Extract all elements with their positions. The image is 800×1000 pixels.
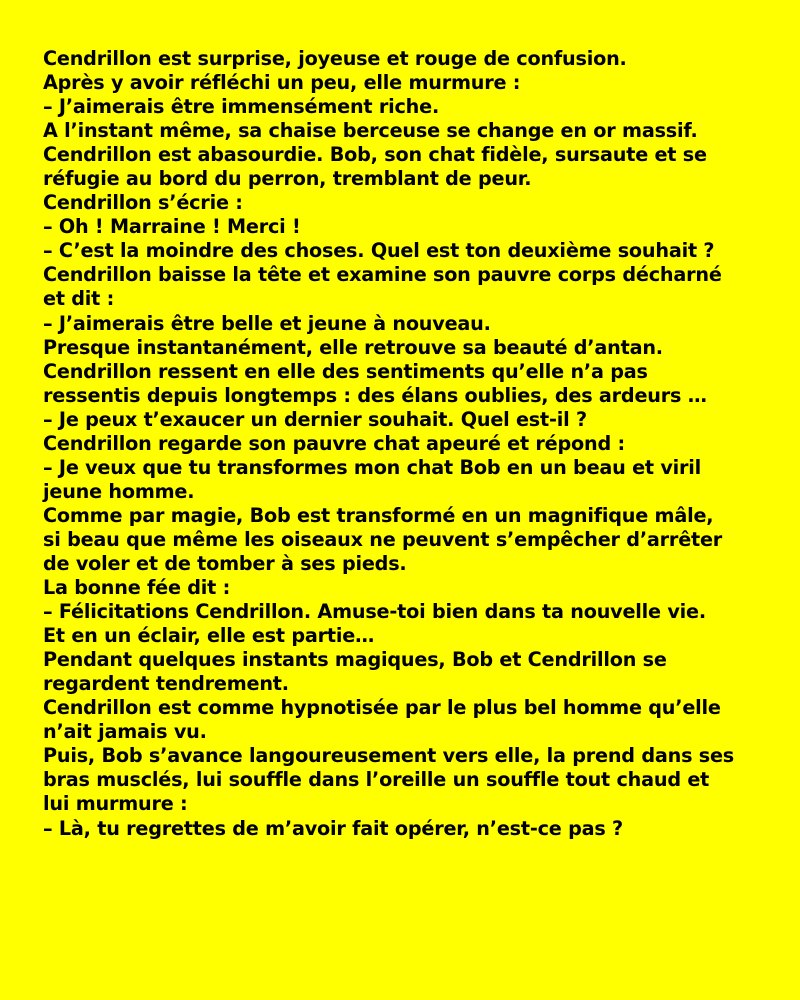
- story-line: jeune homme.: [43, 479, 195, 503]
- story-line: ressentis depuis longtemps : des élans oublies, des ardeurs …: [43, 383, 707, 407]
- story-line: – J’aimerais être belle et jeune à nouveau.: [43, 311, 491, 335]
- story-line: – Félicitations Cendrillon. Amuse-toi bien dans ta nouvelle vie.: [43, 600, 706, 624]
- story-line: si beau que même les oiseaux ne peuvent s’empêcher d’arrêter: [43, 527, 723, 551]
- story-line: Cendrillon est abasourdie. Bob, son chat fidèle, sursaute et se: [43, 143, 707, 167]
- story-line: Cendrillon est comme hypnotisée par le plus bel homme qu’elle: [43, 696, 721, 720]
- story-line: Puis, Bob s’avance langoureusement vers elle, la prend dans ses: [43, 744, 735, 768]
- story-line: et dit :: [43, 287, 115, 311]
- story-line: – C’est la moindre des choses. Quel est ton deuxième souhait ?: [43, 239, 715, 263]
- story-line: – Je veux que tu transformes mon chat Bob en un beau et viril: [43, 455, 702, 479]
- story-line: A l’instant même, sa chaise berceuse se change en or massif.: [43, 119, 698, 143]
- story-line: bras musclés, lui souffle dans l’oreille un souffle tout chaud et: [43, 768, 710, 792]
- story-line: Cendrillon est surprise, joyeuse et rouge de confusion.: [43, 47, 627, 70]
- story-line: Pendant quelques instants magiques, Bob et Cendrillon se: [43, 648, 667, 672]
- story-line: réfugie au bord du perron, tremblant de peur.: [43, 167, 532, 191]
- story-line: Cendrillon regarde son pauvre chat apeuré et répond :: [43, 431, 625, 455]
- story-line: Après y avoir réfléchi un peu, elle murmure :: [43, 71, 521, 95]
- story-line: Cendrillon s’écrie :: [43, 191, 243, 215]
- story-line: – Je peux t’exaucer un dernier souhait. Quel est-il ?: [43, 407, 587, 431]
- story-line: Cendrillon baisse la tête et examine son pauvre corps décharné: [43, 263, 722, 287]
- story-text: [43, 47, 780, 841]
- story-line: – Là, tu regrettes de m’avoir fait opérer, n’est-ce pas ?: [43, 816, 623, 840]
- story-line: regardent tendrement.: [43, 672, 289, 696]
- story-line: lui murmure :: [43, 792, 188, 816]
- story-line: – Oh ! Marraine ! Merci !: [43, 215, 301, 239]
- story-line: Et en un éclair, elle est partie…: [43, 624, 375, 648]
- story-line: de voler et de tomber à ses pieds.: [43, 551, 407, 575]
- story-line: Presque instantanément, elle retrouve sa beauté d’antan.: [43, 335, 663, 359]
- story-line: Cendrillon ressent en elle des sentiments qu’elle n’a pas: [43, 359, 648, 383]
- story-line: Comme par magie, Bob est transformé en un magnifique mâle,: [43, 503, 714, 527]
- story-line: La bonne fée dit :: [43, 576, 231, 600]
- story-line: – J’aimerais être immensément riche.: [43, 95, 440, 119]
- story-line: n’ait jamais vu.: [43, 720, 207, 744]
